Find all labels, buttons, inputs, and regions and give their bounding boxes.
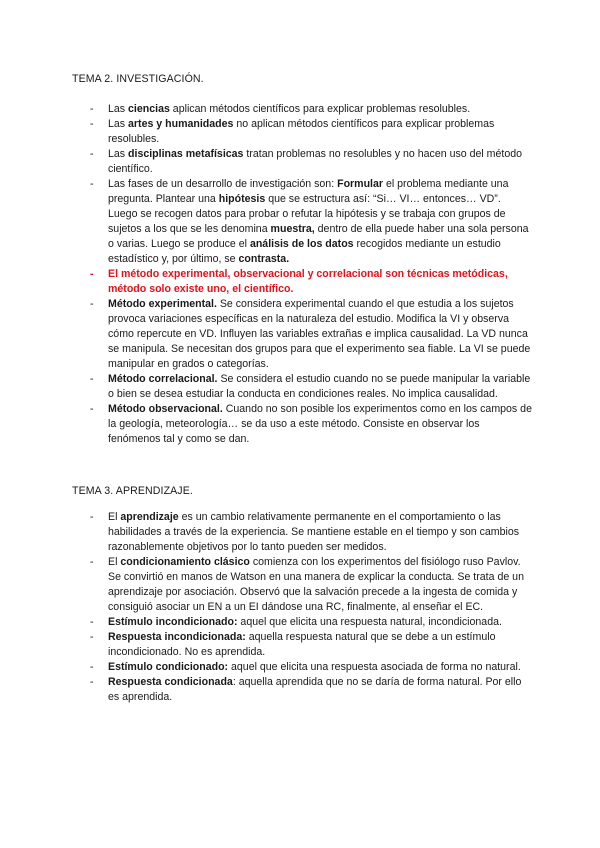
bold-term: artes y humanidades (128, 118, 234, 130)
bullet-dash: - (90, 661, 94, 673)
text-segment: Las (108, 148, 129, 160)
bold-term: muestra, (270, 223, 315, 235)
text-segment: : aquella aprendida que no se daría de forma natural. Por ello es aprendida. (108, 676, 522, 703)
text-segment: Cuando no son posible los experimentos como en los campos de la geología, meteorología… se da uso a este método. Consiste en observar los fenómenos tal y como se dan. (108, 403, 532, 445)
list-item (72, 510, 532, 555)
bold-term: Respuesta condicionada (108, 676, 233, 688)
list-item (72, 402, 532, 447)
list-item (72, 372, 532, 402)
text-segment: Las (108, 103, 129, 115)
text-segment: el problema mediante una pregunta. Plantear una (108, 178, 509, 205)
list-item (72, 177, 532, 267)
bullet-dash: - (90, 103, 94, 115)
bold-term: aprendizaje (120, 511, 179, 523)
bullet-dash: - (90, 676, 94, 688)
bold-term: condicionamiento clásico (120, 556, 250, 568)
bullet-dash: - (90, 148, 94, 160)
bold-term: Método observacional. (108, 403, 223, 415)
list-item (72, 555, 532, 615)
bold-term: Respuesta incondicionada: (108, 631, 246, 643)
bold-term: análisis de los datos (249, 238, 354, 250)
bold-term: contrasta. (238, 253, 290, 265)
bullet-dash: - (90, 118, 94, 130)
text-segment: tratan problemas no resolubles y no hacen uso del método científico. (108, 148, 523, 175)
bold-term: disciplinas metafísicas (128, 148, 244, 160)
list-item (72, 147, 532, 177)
bullet-dash: - (90, 631, 94, 643)
list-item (72, 630, 532, 660)
text-segment: comienza con los experimentos del fisiólogo ruso Pavlov. Se convirtió en manos de Watson en una manera de explicar la conducta. Se trata de un aprendizaje por asociación. Observó que la salvación precede a la ingesta de comida y consiguió asociar un EN a un EI dándose una RC, finalmente, al enseñar el EC. (108, 556, 524, 613)
text-segment: aplican métodos científicos para explicar problemas resolubles. (169, 103, 471, 115)
text-segment: aquel que elicita una respuesta natural, incondicionada. (237, 616, 502, 628)
bullet-dash: - (90, 403, 94, 415)
bullet-dash: - (90, 373, 94, 385)
text-segment: no aplican métodos científicos para explicar problemas resolubles. (108, 118, 495, 145)
list-item (72, 660, 532, 675)
bold-term: Formular (337, 178, 384, 190)
text-segment: El (108, 556, 121, 568)
bullet-dash: - (90, 556, 94, 568)
text-segment: Se considera el estudio cuando no se puede manipular la variable o bien se desea estudiar la conducta en condiciones reales. No implica causalidad. (108, 373, 531, 400)
bullet-dash: - (90, 511, 94, 523)
bold-term: Estímulo condicionado: (108, 661, 229, 673)
bullet-dash: - (90, 268, 94, 280)
tema3-heading: TEMA 3. APRENDIZAJE. (72, 485, 193, 497)
bold-term: Estímulo incondicionado: (108, 616, 238, 628)
text-segment: Las (108, 118, 129, 130)
list-item (72, 297, 532, 372)
text-segment: recogidos mediante un estudio estadístico y, por último, se (108, 238, 501, 265)
bullet-dash: - (90, 616, 94, 628)
list-item (72, 117, 532, 147)
text-segment: es un cambio relativamente permanente en el comportamiento o las habilidades a través de la experiencia. Se mantiene estable en el tiempo y son cambios razonablemente objetivos por lo tanto pueden ser medidos. (108, 511, 520, 553)
list-item (72, 102, 532, 117)
tema2-list (72, 102, 532, 447)
bullet-dash: - (90, 178, 94, 190)
text-segment: El (108, 511, 121, 523)
bullet-dash: - (90, 298, 94, 310)
tema2-heading: TEMA 2. INVESTIGACIÓN. (72, 73, 204, 85)
text-segment: Se considera experimental cuando el que estudia a los sujetos provoca variaciones específicas en la naturaleza del estudio. Modifica la VI y observa cómo repercute en VD. Influyen las variables extrañas e implica causalidad. La VD nunca se manipula. Se necesitan dos grupos para que el experimento sea fiable. La VI se puede manipular en grados o categorías. (108, 298, 531, 370)
bold-term: Método correlacional. (108, 373, 218, 385)
text-segment: aquel que elicita una respuesta asociada de forma no natural. (228, 661, 521, 673)
bold-term: ciencias (128, 103, 170, 115)
text-segment: dentro de ella puede haber una sola persona o varias. Luego se produce el (108, 223, 529, 250)
text-segment: que se estructura así: “Si… VI… entonces… VD”. Luego se recogen datos para probar o refutar la hipótesis y se trabaja con grupos de sujetos a los que se les denomina (108, 193, 506, 235)
list-item (72, 267, 532, 297)
list-item (72, 675, 532, 705)
bold-term: Método experimental. (108, 298, 217, 310)
text-segment: El método experimental, observacional y correlacional son técnicas metódicas, método solo existe uno, el científico. (108, 268, 508, 295)
text-segment: Las fases de un desarrollo de investigación son: (108, 178, 338, 190)
tema3-list (72, 510, 532, 705)
text-segment: aquella respuesta natural que se debe a un estímulo incondicionado. No es aprendida. (108, 631, 496, 658)
list-item (72, 615, 532, 630)
bold-term: hipótesis (218, 193, 266, 205)
